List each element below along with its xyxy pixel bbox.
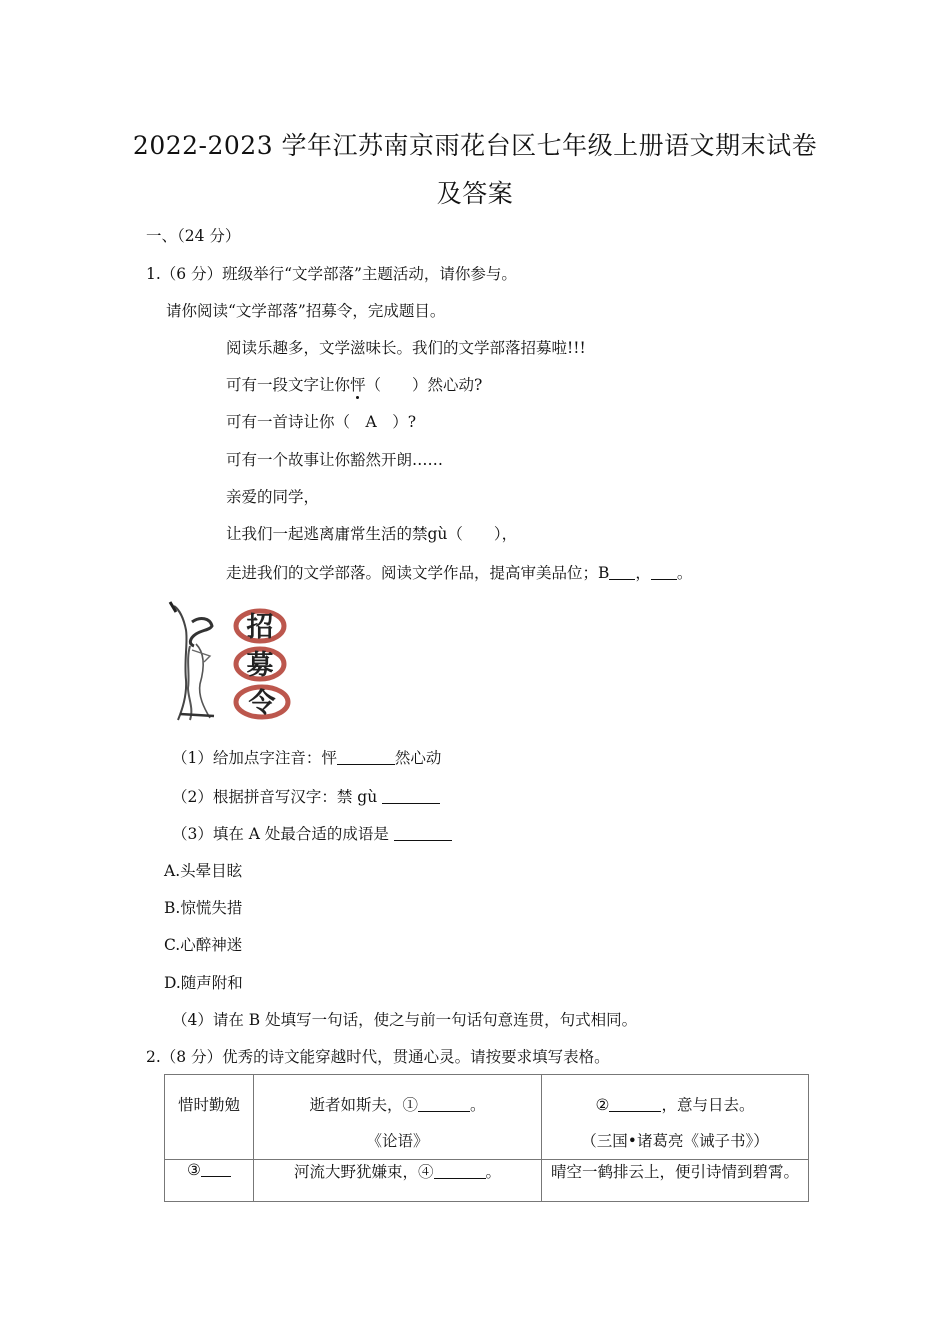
cell-text: ，意与日去。 xyxy=(661,1096,755,1114)
table-row xyxy=(165,1160,809,1202)
passage-line-1: 阅读乐趣多，文学滋味长。我们的文学部落招募啦!!! xyxy=(226,339,586,357)
cell-text: 逝者如斯夫，① xyxy=(309,1096,418,1114)
cell-line xyxy=(542,1087,808,1123)
table-cell-theme: 惜时勤勉 xyxy=(177,1096,240,1114)
poster-char-3: 令 xyxy=(248,688,276,719)
sub-question-1-part-a: （1）给加点字注音：怦 xyxy=(172,749,337,767)
answer-blank xyxy=(337,748,395,765)
answer-blank xyxy=(394,824,452,841)
passage-line-7 xyxy=(226,561,692,583)
question-1-intro: 请你阅读“文学部落”招募令，完成题目。 xyxy=(166,302,446,320)
passage-line-3: 可有一首诗让你（ A ）? xyxy=(226,413,417,431)
passage-line-7-part-a: 走进我们的文学部落。阅读文学作品，提高审美品位；B xyxy=(226,564,610,582)
table-cell xyxy=(165,1160,254,1202)
answer-blank xyxy=(651,563,677,580)
sub-question-1 xyxy=(172,746,441,768)
option-d: D.随声附和 xyxy=(164,974,243,992)
option-b: B.惊慌失措 xyxy=(164,899,243,917)
cell-text: 晴空一鹤排云上，便引诗情到碧霄。 xyxy=(550,1163,799,1181)
cell-text: 河流大野犹嫌束，④ xyxy=(293,1163,434,1181)
passage-line-2-part-b: （ ）然心动? xyxy=(365,376,483,394)
table-cell-content xyxy=(542,1075,808,1159)
table-cell xyxy=(542,1160,809,1202)
cell-line xyxy=(254,1087,541,1123)
passage-line-7-part-b: ， xyxy=(635,564,651,582)
table-cell-content xyxy=(254,1075,541,1159)
sub-question-4: （4）请在 B 处填写一句话，使之与前一句话句意连贯，句式相同。 xyxy=(172,1011,638,1029)
dotted-character: 怦 xyxy=(350,376,366,394)
document-title-line1: 2022-2023 学年江苏南京雨花台区七年级上册语文期末试卷 xyxy=(132,131,818,160)
section-heading: 一、（24 分） xyxy=(146,227,241,245)
recruitment-poster-image xyxy=(166,600,292,724)
answer-blank xyxy=(434,1162,486,1179)
cell-source: （三国•诸葛亮《诫子书》） xyxy=(581,1132,769,1150)
sub-question-2-text: （2）根据拼音写汉字：禁 gù xyxy=(172,788,383,806)
answer-blank xyxy=(418,1095,470,1112)
answer-blank xyxy=(609,1095,661,1112)
passage-line-5: 亲爱的同学， xyxy=(226,488,320,506)
option-a: A.头晕目眩 xyxy=(164,862,243,880)
cell-text: 。 xyxy=(485,1163,502,1181)
sub-question-2 xyxy=(172,785,440,807)
question-1-stem: 1.（6 分）班级举行“文学部落”主题活动，请你参与。 xyxy=(146,265,517,283)
passage-line-4: 可有一个故事让你豁然开朗…… xyxy=(226,451,444,469)
cell-source: 《论语》 xyxy=(366,1132,429,1150)
table-cell xyxy=(542,1075,809,1160)
sub-question-3-text: （3）填在 A 处最合适的成语是 xyxy=(172,825,394,843)
answer-blank xyxy=(201,1160,231,1177)
cell-text: ③ xyxy=(187,1161,201,1179)
answer-blank xyxy=(382,787,440,804)
scholar-figure-illustration xyxy=(166,600,292,724)
sub-question-3 xyxy=(172,822,452,844)
passage-line-2-part-a: 可有一段文字让你 xyxy=(226,376,351,394)
table-cell xyxy=(165,1075,254,1160)
table-row xyxy=(165,1075,809,1160)
cell-text: ② xyxy=(595,1096,610,1114)
table-cell xyxy=(254,1075,542,1160)
table-cell xyxy=(254,1160,542,1202)
poster-char-2: 募 xyxy=(246,650,274,681)
question-2-stem: 2.（8 分）优秀的诗文能穿越时代，贯通心灵。请按要求填写表格。 xyxy=(146,1048,610,1066)
answer-blank xyxy=(609,563,635,580)
passage-line-7-part-c: 。 xyxy=(676,564,693,582)
poster-char-1: 招 xyxy=(246,612,274,643)
cell-text: 。 xyxy=(470,1096,486,1114)
sub-question-1-part-b: 然心动 xyxy=(394,749,442,767)
poem-fill-table xyxy=(164,1074,809,1202)
document-title-line2: 及答案 xyxy=(436,179,514,208)
option-c: C.心醉神迷 xyxy=(164,936,243,954)
passage-line-2 xyxy=(226,373,482,395)
passage-line-6: 让我们一起逃离庸常生活的禁gù（ ）， xyxy=(226,525,518,543)
